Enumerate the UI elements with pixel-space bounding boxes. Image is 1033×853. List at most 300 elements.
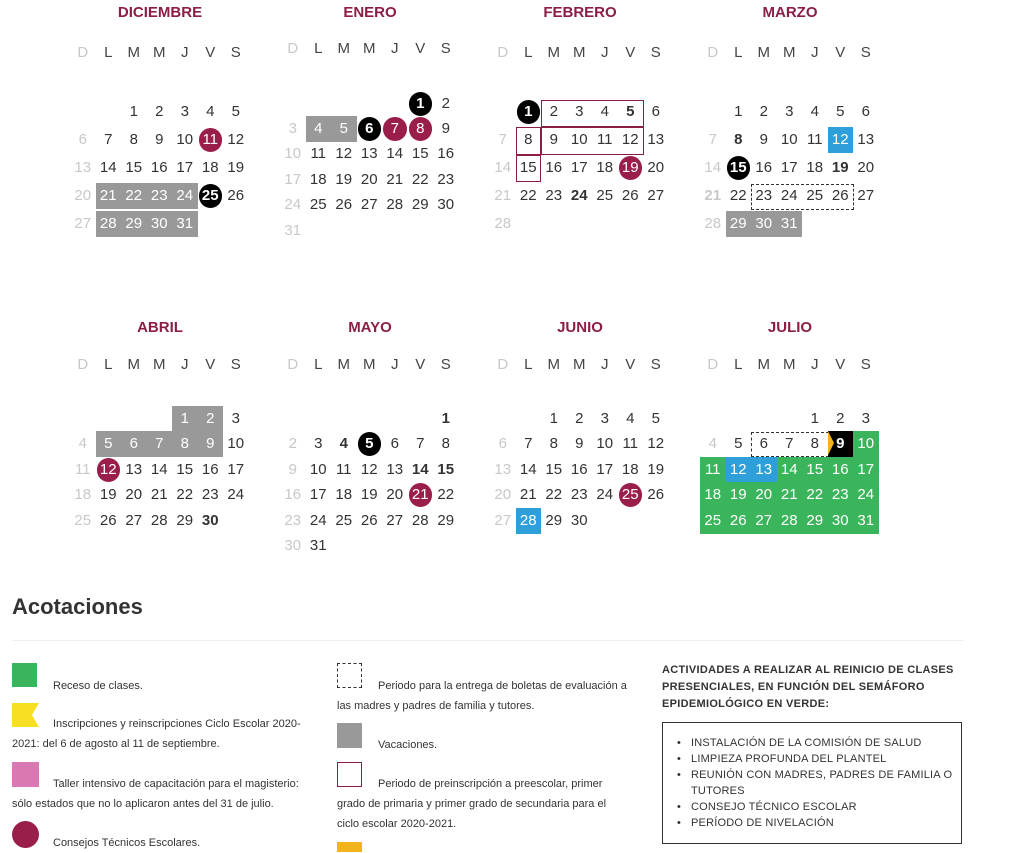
day-cell: 29 [802,508,828,534]
day-cell: 30 [201,512,219,529]
weekday-label: M [757,44,770,61]
day-cell: 23 [201,486,219,503]
day-cell: 9 [155,131,164,148]
day-cell: 12 [227,131,245,148]
day-cell: 19 [360,486,378,503]
day-cell: 8 [441,435,450,452]
day-cell: 23 [570,486,588,503]
day-cell: 16 [150,159,168,176]
day-cell: 2 [155,103,164,120]
day-cell: 11 [596,131,613,148]
day-cell: 20 [74,187,92,204]
day-cell: 28 [494,215,512,232]
day-cell: 2 [575,410,584,427]
day-cell: 10 [176,131,194,148]
day-cell: 21 [408,482,434,508]
day-cell: 25 [596,187,614,204]
day-cell: 26 [99,512,117,529]
day-cell: 6 [651,103,660,120]
day-cell: 17 [176,159,194,176]
day-cell: 5 [734,435,743,452]
day-cell: 23 [437,171,455,188]
weekday-label: D [707,356,719,373]
day-cell: 7 [382,116,408,142]
day-cell: 20 [494,486,512,503]
day-cell: 27 [360,196,378,213]
day-cell: 14 [777,457,803,483]
legend-item-vacation: Vacaciones. [378,739,438,751]
day-cell: 29 [545,512,563,529]
day-cell: 31 [309,537,327,554]
day-cell: 10 [570,131,588,148]
weekday-label: S [440,40,451,57]
weekday-label: S [440,356,451,373]
day-cell: 21 [150,486,168,503]
day-cell: 16 [755,159,773,176]
day-cell: 15 [176,461,194,478]
day-cell: 16 [284,486,302,503]
day-cell: 1 [172,406,198,432]
day-cell: 27 [125,512,143,529]
day-cell: 7 [498,131,507,148]
day-cell: 12 [360,461,378,478]
day-cell: 12 [621,131,639,148]
day-cell: 9 [288,461,297,478]
day-cell: 8 [129,131,138,148]
weekday-label: M [363,40,376,57]
activity-item: • PERÍODO DE NIVELACIÓN [663,815,961,831]
day-cell: 12 [647,435,665,452]
day-cell: 4 [810,103,819,120]
month-title: FEBRERO [543,4,617,21]
day-cell: 26 [335,196,353,213]
day-cell: 11 [74,461,91,478]
weekday-label: J [391,40,399,57]
day-cell: 11 [198,127,224,153]
day-cell: 14 [519,461,537,478]
day-cell: 12 [726,457,752,483]
day-cell: 15 [802,457,828,483]
day-cell: 3 [600,410,609,427]
day-cell: 10 [227,435,245,452]
weekday-label: M [783,44,796,61]
day-cell: 1 [408,91,434,117]
day-cell: 18 [596,159,614,176]
day-cell: 8 [549,435,558,452]
day-cell: 25 [335,512,353,529]
day-cell: 9 [828,431,854,457]
weekday-label: M [783,356,796,373]
weekday-label: D [707,44,719,61]
day-cell: 2 [549,103,558,120]
weekday-label: V [205,44,216,61]
day-cell: 17 [596,461,614,478]
day-cell: 13 [360,145,378,162]
day-cell: 17 [853,457,879,483]
day-cell: 20 [751,482,777,508]
activity-item: • INSTALACIÓN DE LA COMISIÓN DE SALUD [663,735,961,751]
day-cell: 2 [198,406,224,432]
day-cell: 5 [331,116,357,142]
weekday-label: L [314,40,323,57]
day-cell: 21 [777,482,803,508]
day-cell: 7 [147,431,173,457]
day-cell: 4 [600,103,609,120]
day-cell: 18 [74,486,92,503]
day-cell: 1 [441,410,450,427]
day-cell: 13 [751,457,777,483]
weekday-label: L [104,356,113,373]
day-cell: 27 [74,215,92,232]
weekday-label: V [205,356,216,373]
day-cell: 15 [437,461,455,478]
day-cell: 27 [386,512,404,529]
day-cell: 15 [545,461,563,478]
day-cell: 28 [96,211,122,237]
weekday-label: M [127,356,140,373]
day-cell: 15 [411,145,429,162]
day-cell: 4 [206,103,215,120]
weekday-label: L [734,356,743,373]
day-cell: 18 [335,486,353,503]
day-cell: 16 [437,145,455,162]
day-cell: 26 [647,486,665,503]
day-cell: 11 [335,461,352,478]
day-cell: 30 [147,211,173,237]
day-cell: 31 [172,211,198,237]
day-cell: 10 [853,431,879,457]
day-cell: 3 [231,410,240,427]
weekday-label: M [363,356,376,373]
day-cell: 28 [777,508,803,534]
day-cell: 7 [524,435,533,452]
day-cell: 24 [570,187,588,204]
day-cell: 1 [549,410,558,427]
day-cell: 30 [570,512,588,529]
day-cell: 20 [360,171,378,188]
day-cell: 26 [726,508,752,534]
day-cell: 8 [524,131,533,148]
day-cell: 14 [386,145,404,162]
day-cell: 5 [231,103,240,120]
month-title: DICIEMBRE [117,4,203,21]
day-cell: 29 [437,512,455,529]
day-cell: 13 [494,461,512,478]
weekday-label: S [650,44,661,61]
weekday-label: M [153,44,166,61]
day-cell: 19 [335,171,353,188]
day-cell: 4 [306,116,332,142]
day-cell: 22 [176,486,194,503]
day-cell: 7 [708,131,717,148]
day-cell: 11 [310,145,327,162]
weekday-label: M [337,40,350,57]
day-cell: 29 [121,211,147,237]
day-cell: 25 [700,508,726,534]
weekday-label: V [415,40,426,57]
day-cell: 19 [726,482,752,508]
weekday-label: M [547,356,560,373]
day-cell: 23 [828,482,854,508]
weekday-label: L [524,356,533,373]
weekday-label: S [860,44,871,61]
day-cell: 13 [647,131,665,148]
day-cell: 30 [828,508,854,534]
day-cell: 6 [121,431,147,457]
day-cell: 2 [759,103,768,120]
legend-item-enrollment: Inscripciones y reinscripciones Ciclo Escolar 2020-2021: del 6 de agosto al 11 de septiembre. [12,718,301,750]
day-cell: 19 [647,461,665,478]
weekday-label: S [650,356,661,373]
day-cell: 9 [549,131,558,148]
weekday-label: L [524,44,533,61]
day-cell: 9 [441,120,450,137]
weekday-label: M [337,356,350,373]
day-cell: 27 [857,187,875,204]
day-cell: 22 [519,187,537,204]
day-cell: 18 [309,171,327,188]
legend-title: Acotaciones [12,594,143,619]
day-cell: 1 [734,103,743,120]
day-cell: 3 [575,103,584,120]
day-cell: 26 [831,187,849,204]
day-cell: 28 [704,215,722,232]
day-cell: 10 [309,461,327,478]
day-cell: 25 [198,183,224,209]
activities-heading: ACTIVIDADES A REALIZAR AL REINICIO DE CLASES PRESENCIALES, EN FUNCIÓN DEL SEMÁFORO EPIDEMIOLÓGICO EN VERDE: [662,664,954,710]
day-cell: 3 [785,103,794,120]
weekday-label: D [497,356,509,373]
month-title: ENERO [343,4,397,21]
day-cell: 2 [441,95,450,112]
weekday-label: J [811,356,819,373]
day-cell: 5 [651,410,660,427]
weekday-label: M [127,44,140,61]
day-cell: 2 [288,435,297,452]
day-cell: 5 [836,103,845,120]
day-cell: 28 [386,196,404,213]
day-cell: 11 [622,435,639,452]
day-cell: 10 [596,435,614,452]
day-cell: 22 [411,171,429,188]
weekday-label: L [314,356,323,373]
day-cell: 13 [125,461,143,478]
day-cell: 19 [99,486,117,503]
day-cell: 2 [836,410,845,427]
day-cell: 19 [618,155,644,181]
day-cell: 5 [626,103,635,120]
day-cell: 13 [74,159,92,176]
day-cell: 22 [545,486,563,503]
weekday-label: L [104,44,113,61]
day-cell: 23 [545,187,563,204]
day-cell: 22 [437,486,455,503]
day-cell: 22 [729,187,747,204]
weekday-label: S [230,356,241,373]
day-cell: 6 [498,435,507,452]
day-cell: 7 [785,435,794,452]
day-cell: 16 [828,457,854,483]
weekday-label: J [601,356,609,373]
weekday-label: J [391,356,399,373]
day-cell: 6 [759,435,768,452]
day-cell: 24 [227,486,245,503]
day-cell: 18 [201,159,219,176]
day-cell: 17 [227,461,245,478]
day-cell: 27 [494,512,512,529]
day-cell: 4 [339,435,348,452]
day-cell: 27 [647,187,665,204]
day-cell: 12 [335,145,353,162]
activity-item: • CONSEJO TÉCNICO ESCOLAR [663,799,961,815]
day-cell: 24 [853,482,879,508]
weekday-label: D [287,40,299,57]
day-cell: 26 [621,187,639,204]
weekday-label: V [625,44,636,61]
day-cell: 20 [125,486,143,503]
day-cell: 7 [104,131,113,148]
day-cell: 14 [150,461,168,478]
legend-item-recess: Receso de clases. [53,680,143,692]
day-cell: 24 [172,183,198,209]
day-cell: 6 [78,131,87,148]
legend-item-technical-councils: Consejos Técnicos Escolares. [53,837,201,849]
day-cell: 10 [284,145,302,162]
day-cell: 23 [284,512,302,529]
day-cell: 29 [176,512,194,529]
day-cell: 1 [129,103,138,120]
day-cell: 16 [570,461,588,478]
day-cell: 31 [777,211,803,237]
day-cell: 12 [828,127,854,153]
day-cell: 28 [150,512,168,529]
month-title: JUNIO [557,319,603,336]
day-cell: 5 [96,431,122,457]
day-cell: 28 [516,508,542,534]
day-cell: 12 [96,457,122,483]
day-cell: 9 [198,431,224,457]
day-cell: 8 [810,435,819,452]
day-cell: 11 [806,131,823,148]
day-cell: 21 [519,486,537,503]
day-cell: 17 [309,486,327,503]
day-cell: 17 [284,171,302,188]
day-cell: 31 [284,222,302,239]
day-cell: 14 [704,159,722,176]
day-cell: 24 [309,512,327,529]
day-cell: 28 [411,512,429,529]
day-cell: 19 [227,159,245,176]
weekday-label: J [601,44,609,61]
day-cell: 4 [78,435,87,452]
day-cell: 26 [360,512,378,529]
day-cell: 15 [726,155,752,181]
day-cell: 23 [755,187,773,204]
day-cell: 20 [647,159,665,176]
weekday-label: M [573,356,586,373]
day-cell: 19 [831,159,849,176]
day-cell: 15 [519,159,537,176]
month-title: MAYO [348,319,392,336]
legend-item-preregistration: Periodo de preinscripción a preescolar, primer grado de primaria y primer grado de secundaria para el ciclo escolar 2020-2021. [337,778,607,830]
day-cell: 20 [857,159,875,176]
day-cell: 14 [494,159,512,176]
weekday-label: V [835,44,846,61]
day-cell: 6 [357,116,383,142]
day-cell: 7 [416,435,425,452]
day-cell: 13 [857,131,875,148]
weekday-label: J [181,356,189,373]
day-cell: 8 [734,131,743,148]
day-cell: 8 [408,116,434,142]
weekday-label: V [415,356,426,373]
weekday-label: M [547,44,560,61]
day-cell: 22 [802,482,828,508]
weekday-label: V [625,356,636,373]
day-cell: 4 [626,410,635,427]
day-cell: 14 [99,159,117,176]
day-cell: 21 [96,183,122,209]
day-cell: 25 [74,512,92,529]
day-cell: 8 [172,431,198,457]
day-cell: 3 [180,103,189,120]
day-cell: 4 [708,435,717,452]
day-cell: 17 [570,159,588,176]
day-cell: 6 [861,103,870,120]
activity-item: • REUNIÓN CON MADRES, PADRES DE FAMILIA O TUTORES [663,767,961,799]
day-cell: 11 [700,457,726,483]
day-cell: 15 [125,159,143,176]
day-cell: 18 [806,159,824,176]
day-cell: 9 [759,131,768,148]
day-cell: 20 [386,486,404,503]
day-cell: 21 [494,187,512,204]
month-title: MARZO [762,4,818,21]
day-cell: 30 [437,196,455,213]
day-cell: 17 [780,159,798,176]
weekday-label: J [811,44,819,61]
day-cell: 5 [357,431,383,457]
day-cell: 3 [861,410,870,427]
weekday-label: D [497,44,509,61]
day-cell: 24 [596,486,614,503]
day-cell: 3 [314,435,323,452]
activity-item: • LIMPIEZA PROFUNDA DEL PLANTEL [663,751,961,767]
legend-item-workshop: Taller intensivo de capacitación para el magisterio: sólo estados que no lo aplicaron antes del 31 de julio. [12,778,299,810]
weekday-label: L [734,44,743,61]
weekday-label: D [77,356,89,373]
day-cell: 25 [618,482,644,508]
weekday-label: S [230,44,241,61]
weekday-label: V [835,356,846,373]
weekday-label: J [181,44,189,61]
day-cell: 6 [390,435,399,452]
day-cell: 1 [810,410,819,427]
day-cell: 29 [726,211,752,237]
day-cell: 26 [227,187,245,204]
weekday-label: M [573,44,586,61]
weekday-label: M [757,356,770,373]
day-cell: 25 [806,187,824,204]
day-cell: 27 [751,508,777,534]
day-cell: 24 [780,187,798,204]
day-cell: 21 [704,187,722,204]
day-cell: 29 [411,196,429,213]
day-cell: 31 [853,508,879,534]
weekday-label: D [77,44,89,61]
legend-item-report-cards: Periodo para la entrega de boletas de evaluación a las madres y padres de familia y tutores. [337,680,627,712]
weekday-label: M [153,356,166,373]
